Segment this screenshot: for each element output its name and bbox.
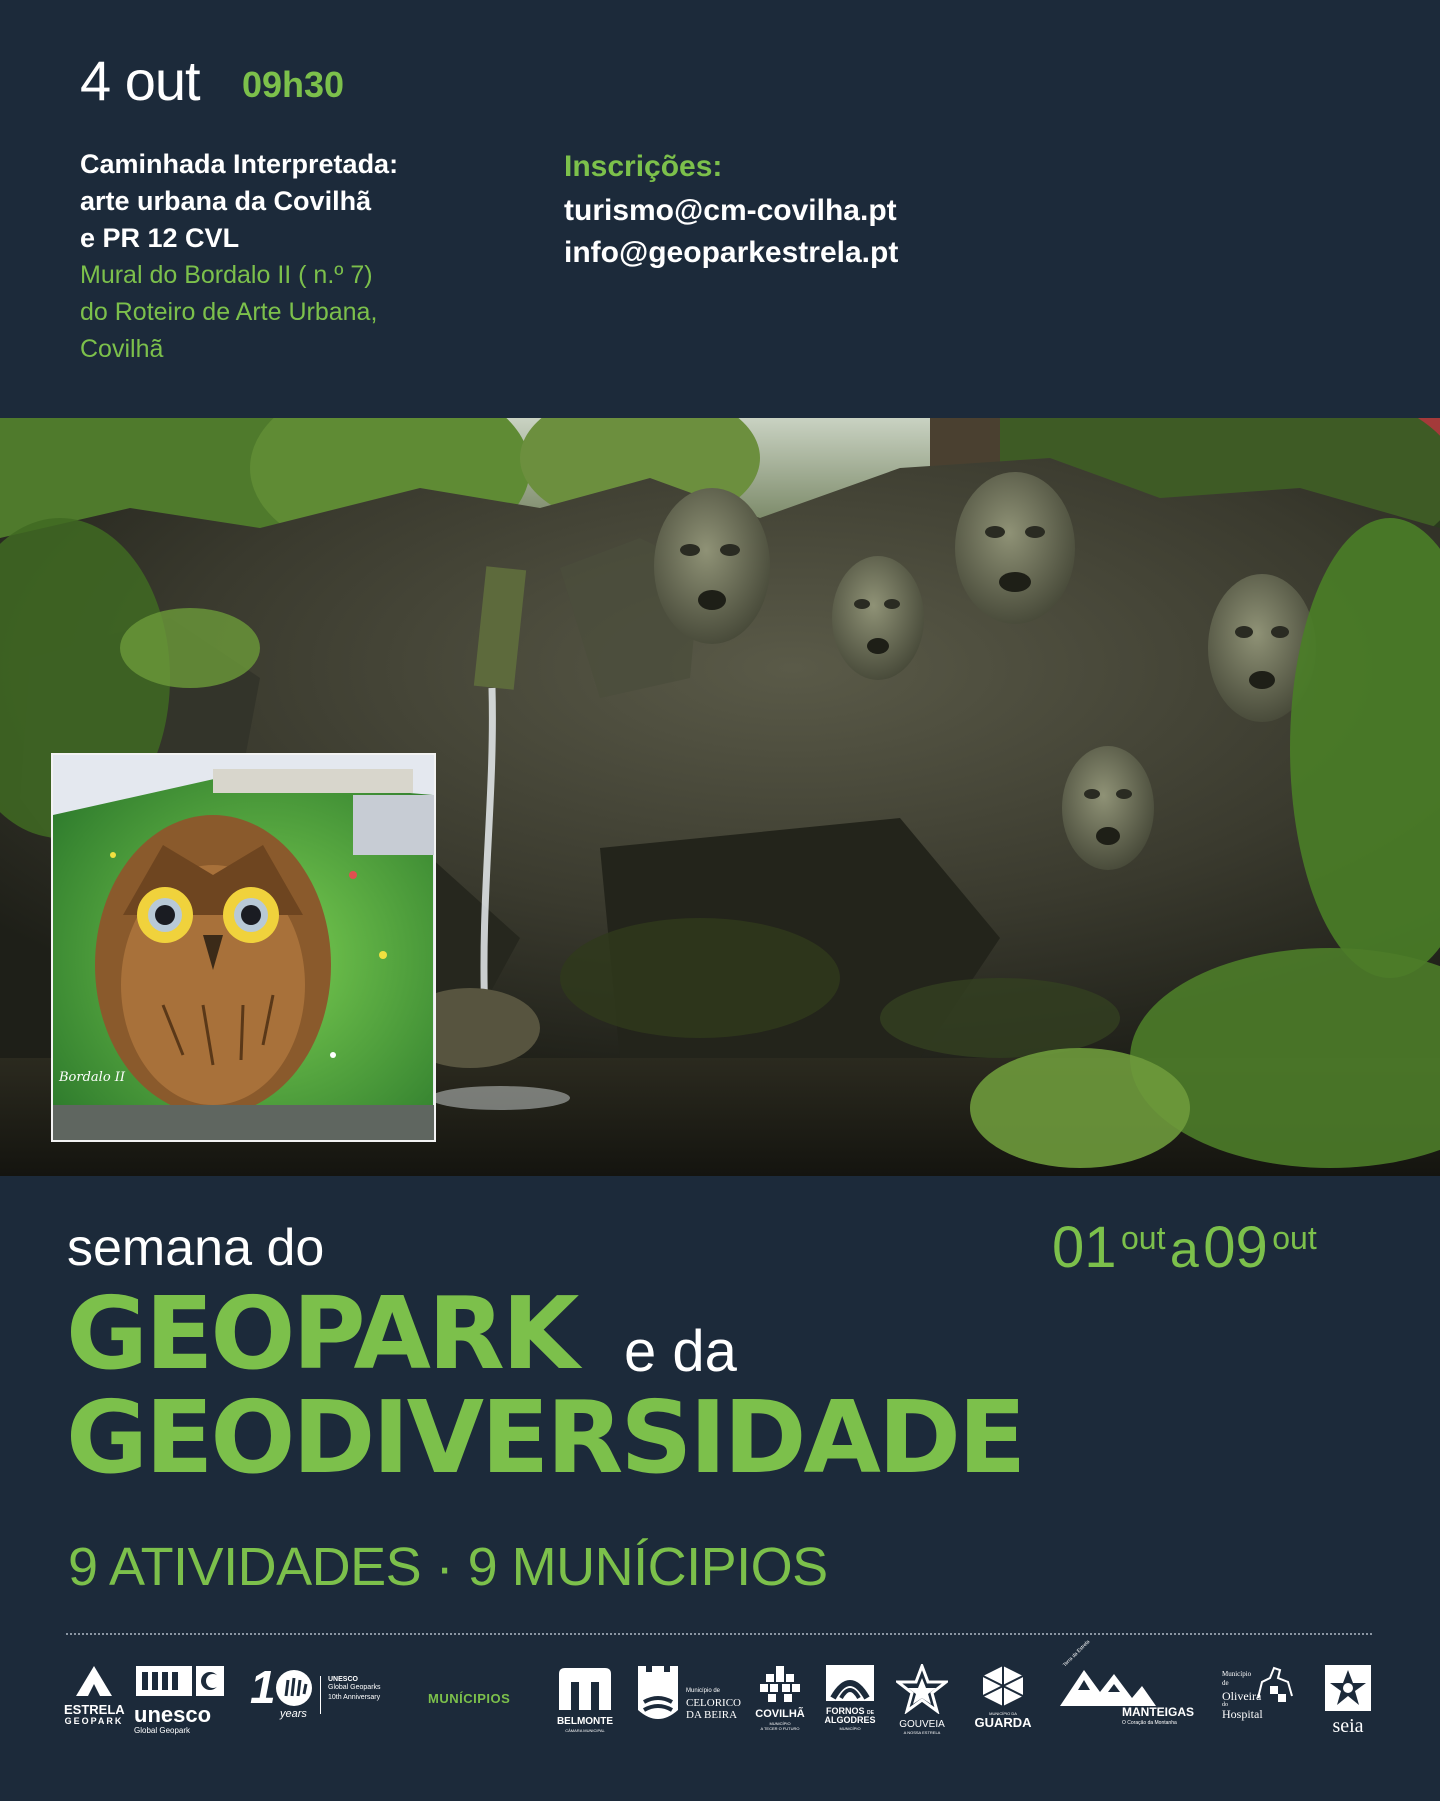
manteigas-name: MANTEIGAS <box>1122 1705 1194 1719</box>
mural-signature: Bordalo II <box>59 1070 126 1085</box>
dotted-divider <box>66 1633 1372 1635</box>
event-time: 09h30 <box>242 64 345 105</box>
activity-place-line: Covilhã <box>80 335 164 363</box>
oliveira-line: de <box>1222 1679 1229 1687</box>
period-start-month: out <box>1120 1220 1166 1256</box>
estrela-logo-bottom: GEOPARK <box>64 1715 124 1726</box>
celorico-logo <box>636 1664 741 1734</box>
manteigas-logo <box>1058 1639 1204 1734</box>
event-day: 4 out <box>80 49 200 112</box>
unesco-temple-icon <box>134 1664 226 1698</box>
belmonte-logo <box>548 1666 622 1733</box>
seia-star-icon <box>1324 1664 1372 1712</box>
guarda-logo <box>966 1664 1040 1730</box>
fornos-logo <box>822 1664 878 1731</box>
fornos-line2: ALGODRES <box>824 1715 876 1726</box>
gouveia-sub: A NOSSA ESTRELA <box>903 1730 941 1735</box>
headline-geodiversidade: GEODIVERSIDADE <box>66 1379 1024 1496</box>
oliveira-line: Hospital <box>1222 1707 1263 1721</box>
headline-geopark: GEOPARK <box>66 1275 577 1392</box>
headline-semana: semana do <box>67 1219 325 1277</box>
ten-years-text <box>328 1676 381 1703</box>
headline-e-da: e da <box>624 1319 737 1384</box>
estrela-geopark-logo <box>64 1664 124 1726</box>
covilha-grid-icon <box>758 1664 802 1704</box>
belmonte-name: BELMONTE <box>556 1716 614 1727</box>
registration-email-link[interactable]: info@geoparkestrela.pt <box>564 236 899 269</box>
covilha-sub: MUNICÍPIO <box>769 1720 791 1726</box>
oliveira-name <box>1222 1670 1251 1688</box>
covilha-sub2: A TECER O FUTURO <box>760 1725 800 1731</box>
estrela-mountain-icon <box>74 1664 114 1698</box>
owl-mural-photo <box>51 753 436 1142</box>
unesco-sub: Global Geopark <box>134 1726 191 1736</box>
belmonte-sub: CÂMARA MUNICIPAL <box>565 1727 605 1733</box>
covilha-name: COVILHÃ <box>755 1708 805 1720</box>
gouveia-name: GOUVEIA <box>899 1719 945 1730</box>
guarda-cube-icon <box>981 1664 1025 1706</box>
unesco-logo <box>134 1664 230 1735</box>
activity-place-line: Mural do Bordalo II ( n.º 7) <box>80 261 373 289</box>
belmonte-b-icon <box>555 1666 615 1712</box>
activity-title-line: arte urbana da Covilhã <box>80 186 372 216</box>
manteigas-sub: O Coração da Montanha <box>1122 1720 1177 1726</box>
ten-years-number: 1 <box>250 1661 276 1713</box>
manteigas-mountains-icon <box>1058 1666 1158 1708</box>
guarda-name: GUARDA <box>974 1715 1032 1730</box>
seia-logo <box>1322 1664 1374 1735</box>
celorico-line: CELORICO <box>686 1697 741 1709</box>
celorico-pre: Município de <box>686 1688 721 1694</box>
manteigas-pre: Terra da Estrela <box>1062 1639 1092 1669</box>
covilha-logo <box>752 1664 808 1731</box>
oliveira-logo <box>1222 1664 1302 1734</box>
gouveia-star-icon <box>896 1664 948 1714</box>
seia-name: seia <box>1332 1715 1364 1737</box>
activity-place-line: do Roteiro de Arte Urbana, <box>80 298 378 326</box>
ten-years-label: years <box>280 1708 307 1720</box>
celorico-name <box>686 1697 741 1721</box>
event-period <box>1052 1214 1317 1281</box>
fornos-sub: MUNICÍPIO <box>839 1725 861 1731</box>
owl-mural-image <box>53 755 434 1140</box>
hand-icon <box>274 1668 314 1708</box>
anniv-line: Global Geoparks <box>328 1684 381 1692</box>
celorico-line: DA BEIRA <box>686 1709 738 1721</box>
activity-title-line: Caminhada Interpretada: <box>80 149 399 179</box>
oliveira-line: Município <box>1222 1670 1252 1678</box>
anniv-line: UNESCO <box>328 1676 358 1683</box>
fornos-de: DE <box>867 1710 874 1716</box>
unesco-name: unesco <box>134 1702 212 1727</box>
activity-place <box>80 257 540 368</box>
oliveira-line: Oliveira <box>1222 1689 1262 1703</box>
registration-label: Inscrições: <box>564 150 723 183</box>
fornos-arch-icon <box>825 1664 875 1702</box>
event-info-section <box>0 0 1440 418</box>
fornos-line: FORNOS <box>826 1706 865 1716</box>
oliveira-line: do <box>1222 1702 1228 1708</box>
ten-years-logo <box>250 1661 400 1724</box>
period-start-day: 01 <box>1052 1215 1117 1280</box>
oliveira-name-main <box>1222 1690 1263 1720</box>
period-separator: a <box>1169 1221 1199 1279</box>
activities-count: 9 ATIVIDADES · 9 MUNÍCIPIOS <box>68 1537 828 1597</box>
registration-email-link[interactable]: turismo@cm-covilha.pt <box>564 194 897 227</box>
anniv-line: 10th Anniversary <box>328 1694 381 1702</box>
celorico-tower-icon <box>636 1664 680 1728</box>
period-end-day: 09 <box>1203 1215 1268 1280</box>
gouveia-logo <box>892 1664 952 1735</box>
activity-title-line: e PR 12 CVL <box>80 223 240 253</box>
ten-years-divider <box>320 1676 321 1714</box>
guarda-pre: MUNICÍPIO DA <box>989 1711 1017 1716</box>
period-end-month: out <box>1272 1220 1317 1256</box>
municipios-label: MUNÍCIPIOS <box>428 1691 511 1706</box>
estrela-logo-top: ESTRELA <box>64 1702 125 1717</box>
activity-title <box>80 146 540 257</box>
